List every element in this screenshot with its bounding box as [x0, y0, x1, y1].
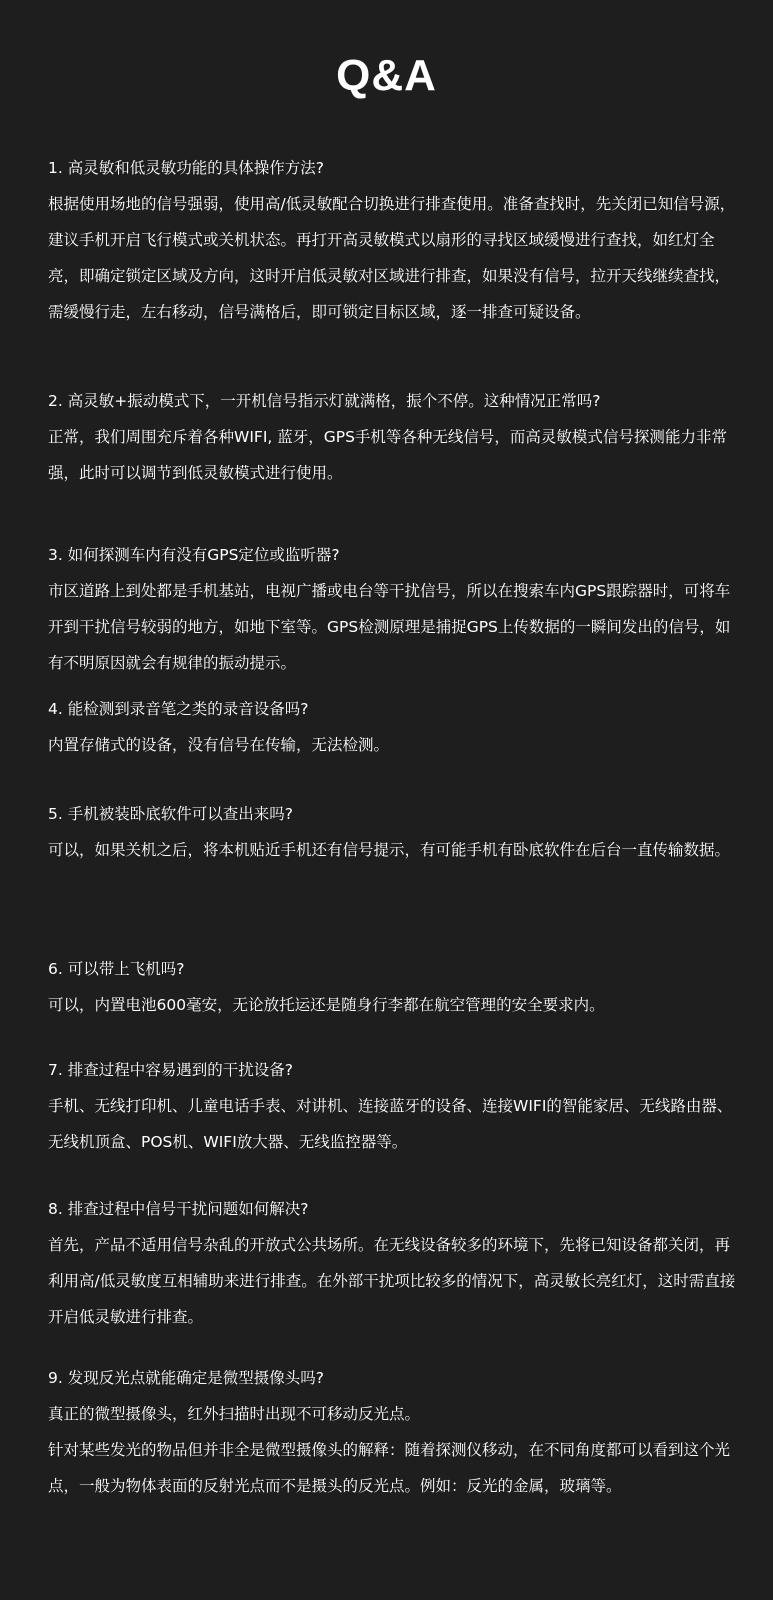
qa-question: 1. 高灵敏和低灵敏功能的具体操作方法?: [48, 159, 324, 177]
qa-answer: 针对某些发光的物品但并非全是微型摄像头的解释：随着探测仪移动，在不同角度都可以看到这个光点，一般为物体表面的反射光点而不是摄头的反光点。例如：反光的金属，玻璃等。: [48, 1441, 731, 1495]
qa-answer: 手机、无线打印机、儿童电话手表、对讲机、连接蓝牙的设备、连接WIFI的智能家居、无线路由器、无线机顶盒、POS机、WIFI放大器、无线监控器等。: [48, 1097, 733, 1151]
qa-item: [48, 951, 738, 1023]
qa-question: 3. 如何探测车内有没有GPS定位或监听器?: [48, 546, 340, 564]
qa-answer: 市区道路上到处都是手机基站，电视广播或电台等干扰信号，所以在搜索车内GPS跟踪器时，可将车开到干扰信号较弱的地方，如地下室等。GPS检测原理是捕捉GPS上传数据的一瞬间发出的信号，如有不明原因就会有规律的振动提示。: [48, 582, 731, 672]
qa-question: 5. 手机被装卧底软件可以查出来吗?: [48, 805, 293, 823]
qa-item: [48, 1360, 738, 1504]
qa-question: 6. 可以带上飞机吗?: [48, 960, 185, 978]
qa-item: [48, 537, 738, 681]
qa-answer: 真正的微型摄像头，红外扫描时出现不可移动反光点。: [48, 1405, 421, 1423]
qa-item: [48, 796, 738, 868]
qa-answer: 内置存储式的设备，没有信号在传输，无法检测。: [48, 736, 390, 754]
qa-item: [48, 383, 738, 491]
qa-question: 8. 排查过程中信号干扰问题如何解决?: [48, 1200, 309, 1218]
qa-item: [48, 1191, 738, 1335]
qa-question: 7. 排查过程中容易遇到的干扰设备?: [48, 1061, 293, 1079]
qa-item: [48, 1052, 738, 1160]
qa-question: 4. 能检测到录音笔之类的录音设备吗?: [48, 700, 309, 718]
qa-question: 9. 发现反光点就能确定是微型摄像头吗?: [48, 1369, 324, 1387]
page-title: Q&A: [336, 51, 437, 100]
qa-question: 2. 高灵敏+振动模式下，一开机信号指示灯就满格，振个不停。这种情况正常吗?: [48, 392, 601, 410]
qa-answer: 首先，产品不适用信号杂乱的开放式公共场所。在无线设备较多的环境下，先将已知设备都关闭，再利用高/低灵敏度互相辅助来进行排查。在外部干扰项比较多的情况下，高灵敏长亮红灯，这时需直接开启低灵敏进行排查。: [48, 1236, 736, 1326]
qa-answer: 正常，我们周围充斥着各种WIFI, 蓝牙，GPS手机等各种无线信号，而高灵敏模式信号探测能力非常强，此时可以调节到低灵敏模式进行使用。: [48, 428, 727, 482]
qa-answer: 可以，内置电池600毫安，无论放托运还是随身行李都在航空管理的安全要求内。: [48, 996, 605, 1014]
qa-item: [48, 150, 738, 330]
qa-item: [48, 691, 738, 763]
qa-answer: 可以，如果关机之后，将本机贴近手机还有信号提示，有可能手机有卧底软件在后台一直传输数据。: [48, 841, 731, 859]
qa-answer: 根据使用场地的信号强弱，使用高/低灵敏配合切换进行排查使用。准备查找时，先关闭已知信号源，建议手机开启飞行模式或关机状态。再打开高灵敏模式以扇形的寻找区域缓慢进行查找，如红灯全亮，即确定锁定区域及方向，这时开启低灵敏对区域进行排查，如果没有信号，拉开天线继续查找，需缓慢行走，左右移动，信号满格后，即可锁定目标区域，逐一排查可疑设备。: [48, 195, 736, 321]
